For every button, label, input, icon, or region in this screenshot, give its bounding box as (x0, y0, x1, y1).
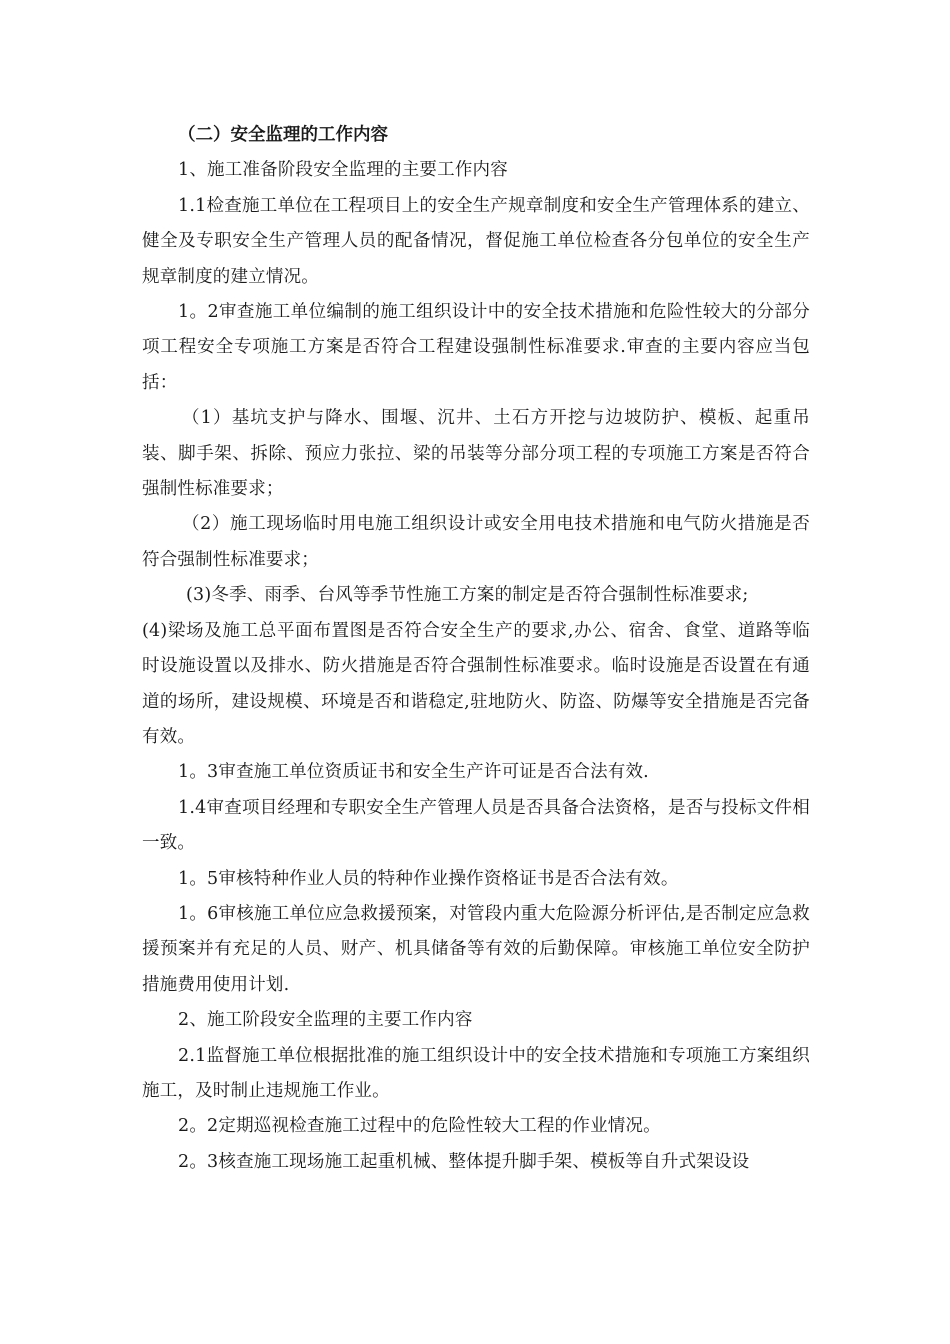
paragraph-item-1: （1）基坑支护与降水、围堰、沉井、土石方开挖与边坡防护、模板、起重吊装、脚手架、拆除、预应力张拉、梁的吊装等分部分项工程的专项施工方案是否符合强制性标准要求； (142, 408, 810, 500)
paragraph-2-1: 2.1监督施工单位根据批准的施工组织设计中的安全技术措施和专项施工方案组织施工，及时制止违规施工作业。 (142, 1045, 810, 1101)
paragraph-1: 1、施工准备阶段安全监理的主要工作内容 (178, 160, 508, 181)
paragraph-2-3: 2。3核查施工现场施工起重机械、整体提升脚手架、模板等自升式架设设 (178, 1151, 750, 1172)
paragraph-item-2: （2）施工现场临时用电施工组织设计或安全用电技术措施和电气防火措施是否符合强制性标准要求； (142, 514, 810, 570)
paragraph-1-1: 1.1检查施工单位在工程项目上的安全生产规章制度和安全生产管理体系的建立、健全及专职安全生产管理人员的配备情况，督促施工单位检查各分包单位的安全生产规章制度的建立情况。 (142, 195, 810, 287)
paragraph-2-2: 2。2定期巡视检查施工过程中的危险性较大工程的作业情况。 (178, 1116, 661, 1137)
paragraph-item-4: (4)梁场及施工总平面布置图是否符合安全生产的要求,办公、宿舍、食堂、道路等临时设施设置以及排水、防火措施是否符合强制性标准要求。临时设施是否设置在有通道的场所，建设规模、环境是否和谐稳定,驻地防火、防盗、防爆等安全措施是否完备有效。 (142, 620, 810, 747)
section-heading: （二）安全监理的工作内容 (178, 125, 388, 145)
paragraph-item-3: (3)冬季、雨季、台风等季节性施工方案的制定是否符合强制性标准要求; (186, 585, 749, 606)
paragraph-2: 2、施工阶段安全监理的主要工作内容 (178, 1010, 473, 1031)
document-body (142, 118, 810, 1180)
paragraph-1-5: 1。5审核特种作业人员的特种作业操作资格证书是否合法有效。 (178, 868, 679, 889)
paragraph-1-3: 1。3审查施工单位资质证书和安全生产许可证是否合法有效. (178, 762, 649, 783)
paragraph-1-4: 1.4审查项目经理和专职安全生产管理人员是否具备合法资格，是否与投标文件相一致。 (142, 797, 810, 854)
paragraph-1-2: 1。2审查施工单位编制的施工组织设计中的安全技术措施和危险性较大的分部分项工程安全专项施工方案是否符合工程建设强制性标准要求.审查的主要内容应当包括： (142, 302, 810, 393)
paragraph-1-6: 1。6审核施工单位应急救援预案，对管段内重大危险源分析评估,是否制定应急救援预案并有充足的人员、财产、机具储备等有效的后勤保障。审核施工单位安全防护措施费用使用计划. (142, 903, 810, 995)
